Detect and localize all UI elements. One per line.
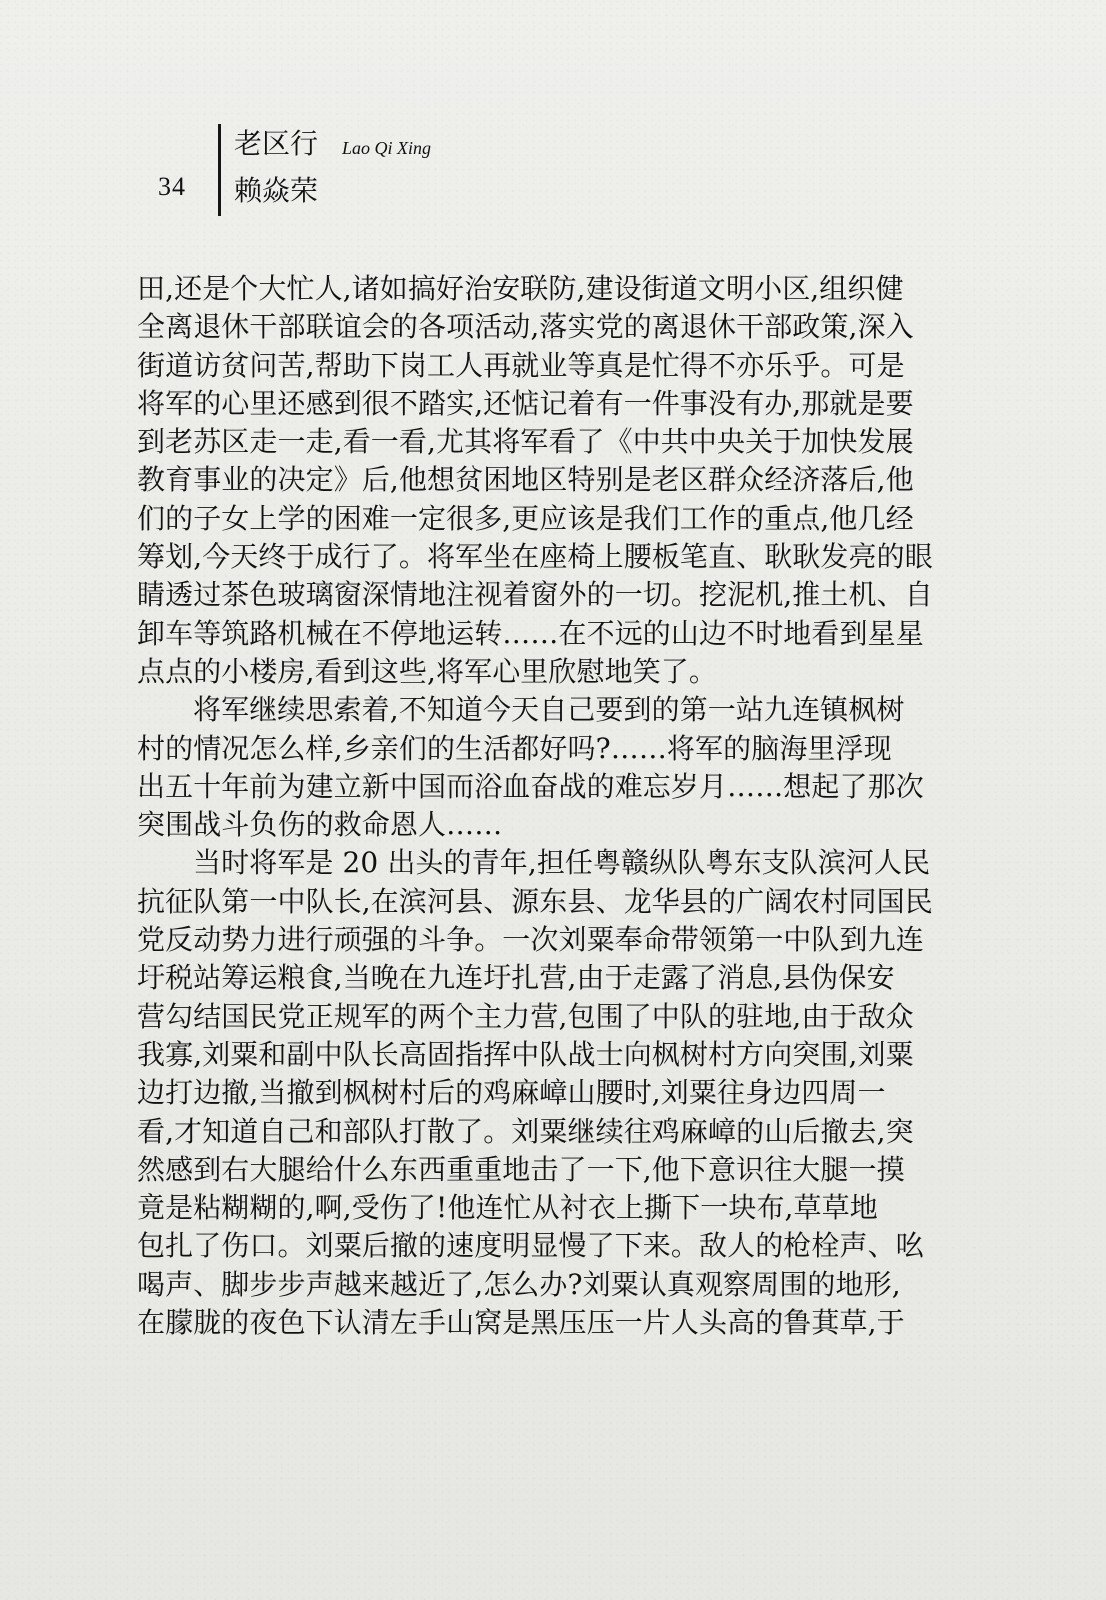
body-line: 边打边撤,当撤到枫树村后的鸡麻嶂山腰时,刘粟往身边四周一	[137, 1076, 886, 1110]
paragraph-first-line: 当时将军是 20 出头的青年,担任粤赣纵队粤东支队滨河人民	[193, 846, 931, 880]
running-header	[140, 124, 600, 216]
body-line: 卸车等筑路机械在不停地运转……在不远的山边不时地看到星星	[137, 616, 924, 650]
body-line: 将军的心里还感到很不踏实,还惦记着有一件事没有办,那就是要	[137, 386, 914, 420]
body-line: 竟是粘糊糊的,啊,受伤了!他连忙从衬衣上撕下一块布,草草地	[137, 1191, 878, 1225]
body-line: 营勾结国民党正规军的两个主力营,包围了中队的驻地,由于敌众	[137, 999, 914, 1033]
body-line: 们的子女上学的困难一定很多,更应该是我们工作的重点,他几经	[137, 501, 914, 535]
body-line: 在朦胧的夜色下认清左手山窝是黑压压一片人头高的鲁萁草,于	[137, 1306, 905, 1340]
body-line: 党反动势力进行顽强的斗争。一次刘粟奉命带领第一中队到九连	[137, 923, 924, 957]
body-line: 抗征队第一中队长,在滨河县、源东县、龙华县的广阔农村同国民	[137, 884, 933, 918]
body-line: 突围战斗负伤的救命恩人……	[137, 808, 503, 842]
book-title-pinyin: Lao Qi Xing	[342, 138, 432, 158]
body-line: 我寡,刘粟和副中队长高固指挥中队战士向枫树村方向突围,刘粟	[137, 1037, 914, 1071]
page-number: 34	[158, 172, 186, 201]
body-line: 然感到右大腿给什么东西重重地击了一下,他下意识往大腿一摸	[137, 1152, 905, 1186]
body-line: 包扎了伤口。刘粟后撤的速度明显慢了下来。敌人的枪栓声、吆	[137, 1229, 924, 1263]
body-line: 街道访贫问苦,帮助下岗工人再就业等真是忙得不亦乐乎。可是	[137, 348, 905, 382]
body-line: 出五十年前为建立新中国而浴血奋战的难忘岁月……想起了那次	[137, 769, 924, 803]
body-line: 点点的小楼房,看到这些,将军心里欣慰地笑了。	[137, 654, 718, 688]
body-line: 睛透过茶色玻璃窗深情地注视着窗外的一切。挖泥机,推土机、自	[137, 578, 933, 612]
book-title: 老区行	[234, 127, 319, 160]
body-line: 教育事业的决定》后,他想贫困地区特别是老区群众经济落后,他	[137, 463, 914, 497]
body-line: 全离退休干部联谊会的各项活动,落实党的离退休干部政策,深入	[137, 310, 914, 344]
body-line: 圩税站筹运粮食,当晚在九连圩扎营,由于走露了消息,县伪保安	[137, 961, 895, 995]
body-line: 村的情况怎么样,乡亲们的生活都好吗?……将军的脑海里浮现	[137, 731, 892, 765]
body-line: 筹划,今天终于成行了。将军坐在座椅上腰板笔直、耿耿发亮的眼	[137, 540, 933, 574]
paragraph-first-line: 将军继续思索着,不知道今天自己要到的第一站九连镇枫树	[193, 693, 905, 727]
body-line: 到老苏区走一走,看一看,尤其将军看了《中共中央关于加快发展	[137, 425, 914, 459]
body-line: 田,还是个大忙人,诸如搞好治安联防,建设街道文明小区,组织健	[137, 272, 904, 305]
body-line: 喝声、脚步步声越来越近了,怎么办?刘粟认真观察周围的地形,	[137, 1267, 901, 1301]
body-line: 看,才知道自己和部队打散了。刘粟继续往鸡麻嶂的山后撤去,突	[137, 1114, 914, 1148]
header-divider-rule	[218, 124, 221, 216]
author-name: 赖焱荣	[234, 174, 319, 207]
body-text	[137, 270, 967, 1342]
